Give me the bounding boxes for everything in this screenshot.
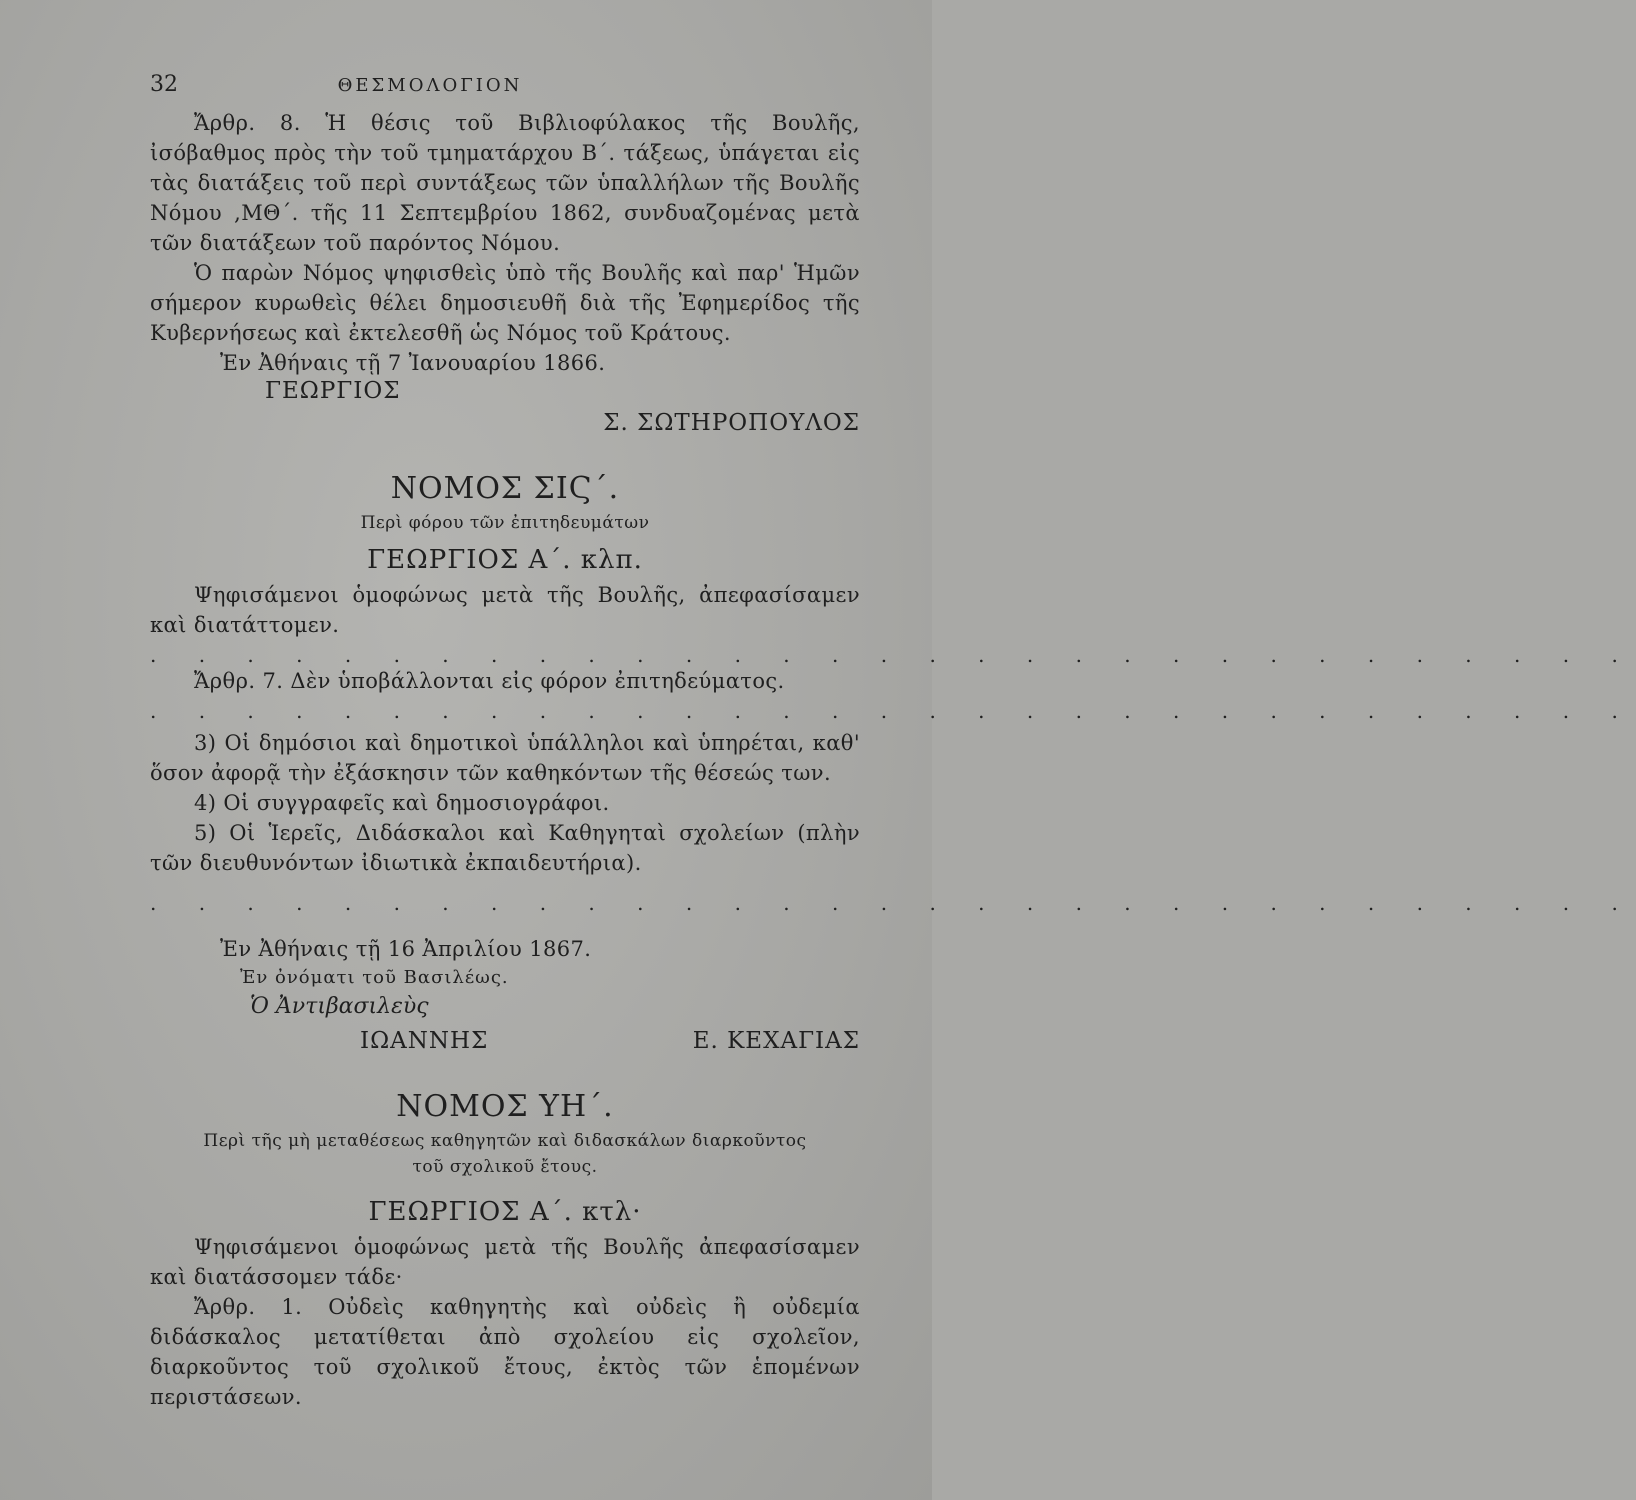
law-subtitle: Περὶ φόρου τῶν ἐπιτηδευμάτων <box>360 513 650 533</box>
law-title: ΝΟΜΟΣ ΥΗ΄. <box>396 1089 614 1124</box>
article-8-paragraph: Ἄρθρ. 8. Ἡ θέσις τοῦ Βιβλιοφύλακος τῆς Βουλῆς, ἰσόβαθμος πρὸς τὴν τοῦ τμηματάρχου Β΄. τάξεως, ὑπάγεται εἰς τὰς διατάξεις τοῦ περὶ συντάξεως τῶν ὑπαλλήλων τῆς Βουλῆς Νόμου ,ΜΘ΄. τῆς 11 Σεπτεμβρίου 1862, συνδυαζομένας μετὰ τῶν διατάξεων τοῦ παρόντος Νόμου. <box>150 111 860 255</box>
signature-minister: Σ. ΣΩΤΗΡΟΠΟΥΛΟΣ <box>603 410 860 436</box>
list-item-4: 4) Οἱ συγγραφεῖς καὶ δημοσιογράφοι. <box>194 791 610 815</box>
signature-row-minister <box>150 412 860 446</box>
law-king-heading: ΓΕΩΡΓΙΟΣ Α΄. κλπ. <box>367 545 643 575</box>
signature-row <box>150 1028 860 1062</box>
page-number: 32 <box>150 72 178 97</box>
signature-viceroy: ΙΩΑΝΝΗΣ <box>360 1028 489 1054</box>
law-preamble: Ψηφισάμενοι ὁμοφώνως μετὰ τῆς Βουλῆς, ἀπεφασίσαμεν καὶ διατάττομεν. <box>150 583 860 637</box>
article-7: Ἄρθρ. 7. Δὲν ὑποβάλλονται εἰς φόρον ἐπιτηδεύματος. <box>194 669 785 693</box>
running-title: ΘΕΣΜΟΛΟΓΙΟΝ <box>337 75 523 96</box>
list-item-3: 3) Οἱ δημόσιοι καὶ δημοτικοὶ ὑπάλληλοι καὶ ὑπηρέται, καθ' ὅσον ἀφορᾷ τὴν ἐξάσκησιν τῶν καθηκόντων τῆς θέσεώς των. <box>150 731 860 785</box>
signature-king: ΓΕΩΡΓΙΟΣ <box>265 378 401 404</box>
law-title: ΝΟΜΟΣ ΣΙϚ΄. <box>390 471 620 506</box>
signature-row <box>150 378 860 412</box>
enactment-paragraph: Ὁ παρὼν Νόμος ψηφισθεὶς ὑπὸ τῆς Βουλῆς καὶ παρ' Ἡμῶν σήμερον κυρωθεὶς θέλει δημοσιευθῆ διὰ τῆς Ἐφημερίδος τῆς Κυβερνήσεως καὶ ἐκτελεσθῆ ὡς Νόμος τοῦ Κράτους. <box>150 261 860 345</box>
law-subtitle: Περὶ τῆς μὴ μεταθέσεως καθηγητῶν καὶ διδασκάλων διαρκοῦντος τοῦ σχολικοῦ ἔτους. <box>203 1131 807 1177</box>
omission-dots: . . . . . . . . . . . . . . . . . . . . . . . . . . . . . . . <box>150 891 1636 915</box>
date-line: Ἐν Ἀθήναις τῇ 7 Ἰανουαρίου 1866. <box>220 351 606 375</box>
law-preamble: Ψηφισάμενοι ὁμοφώνως μετὰ τῆς Βουλῆς ἀπεφασίσαμεν καὶ διατάσσομεν τάδε· <box>150 1235 860 1289</box>
running-header <box>150 72 710 102</box>
name-of-king-line: Ἐν ὀνόματι τοῦ Βασιλέως. <box>240 967 509 988</box>
omission-dots: . . . . . . . . . . . . . . . . . . . . . . . . . . . . . . . <box>150 643 1636 667</box>
list-item-5: 5) Οἱ Ἱερεῖς, Διδάσκαλοι καὶ Καθηγηταὶ σχολείων (πλὴν τῶν διευθυνόντων ἰδιωτικὰ ἐκπαιδευτήρια). <box>150 821 860 875</box>
omission-dots: . . . . . . . . . . . . . . . . . . . . . . . . . . . . . . . <box>150 699 1636 723</box>
viceroy-line: Ὁ Ἀντιβασιλεὺς <box>250 994 429 1019</box>
law-king-heading: ΓΕΩΡΓΙΟΣ Α΄. κτλ· <box>368 1197 642 1227</box>
date-line: Ἐν Ἀθήναις τῇ 16 Ἀπριλίου 1867. <box>220 937 592 961</box>
article-1: Ἄρθρ. 1. Οὐδεὶς καθηγητὴς καὶ οὐδεὶς ἢ οὐδεμία διδάσκαλος μετατίθεται ἀπὸ σχολείου εἰς σχολεῖον, διαρκοῦντος τοῦ σχολικοῦ ἔτους, ἐκτὸς τῶν ἑπομένων περιστάσεων. <box>150 1295 860 1409</box>
document-body <box>150 108 1636 1412</box>
signature-minister: Ε. ΚΕΧΑΓΙΑΣ <box>692 1028 860 1054</box>
